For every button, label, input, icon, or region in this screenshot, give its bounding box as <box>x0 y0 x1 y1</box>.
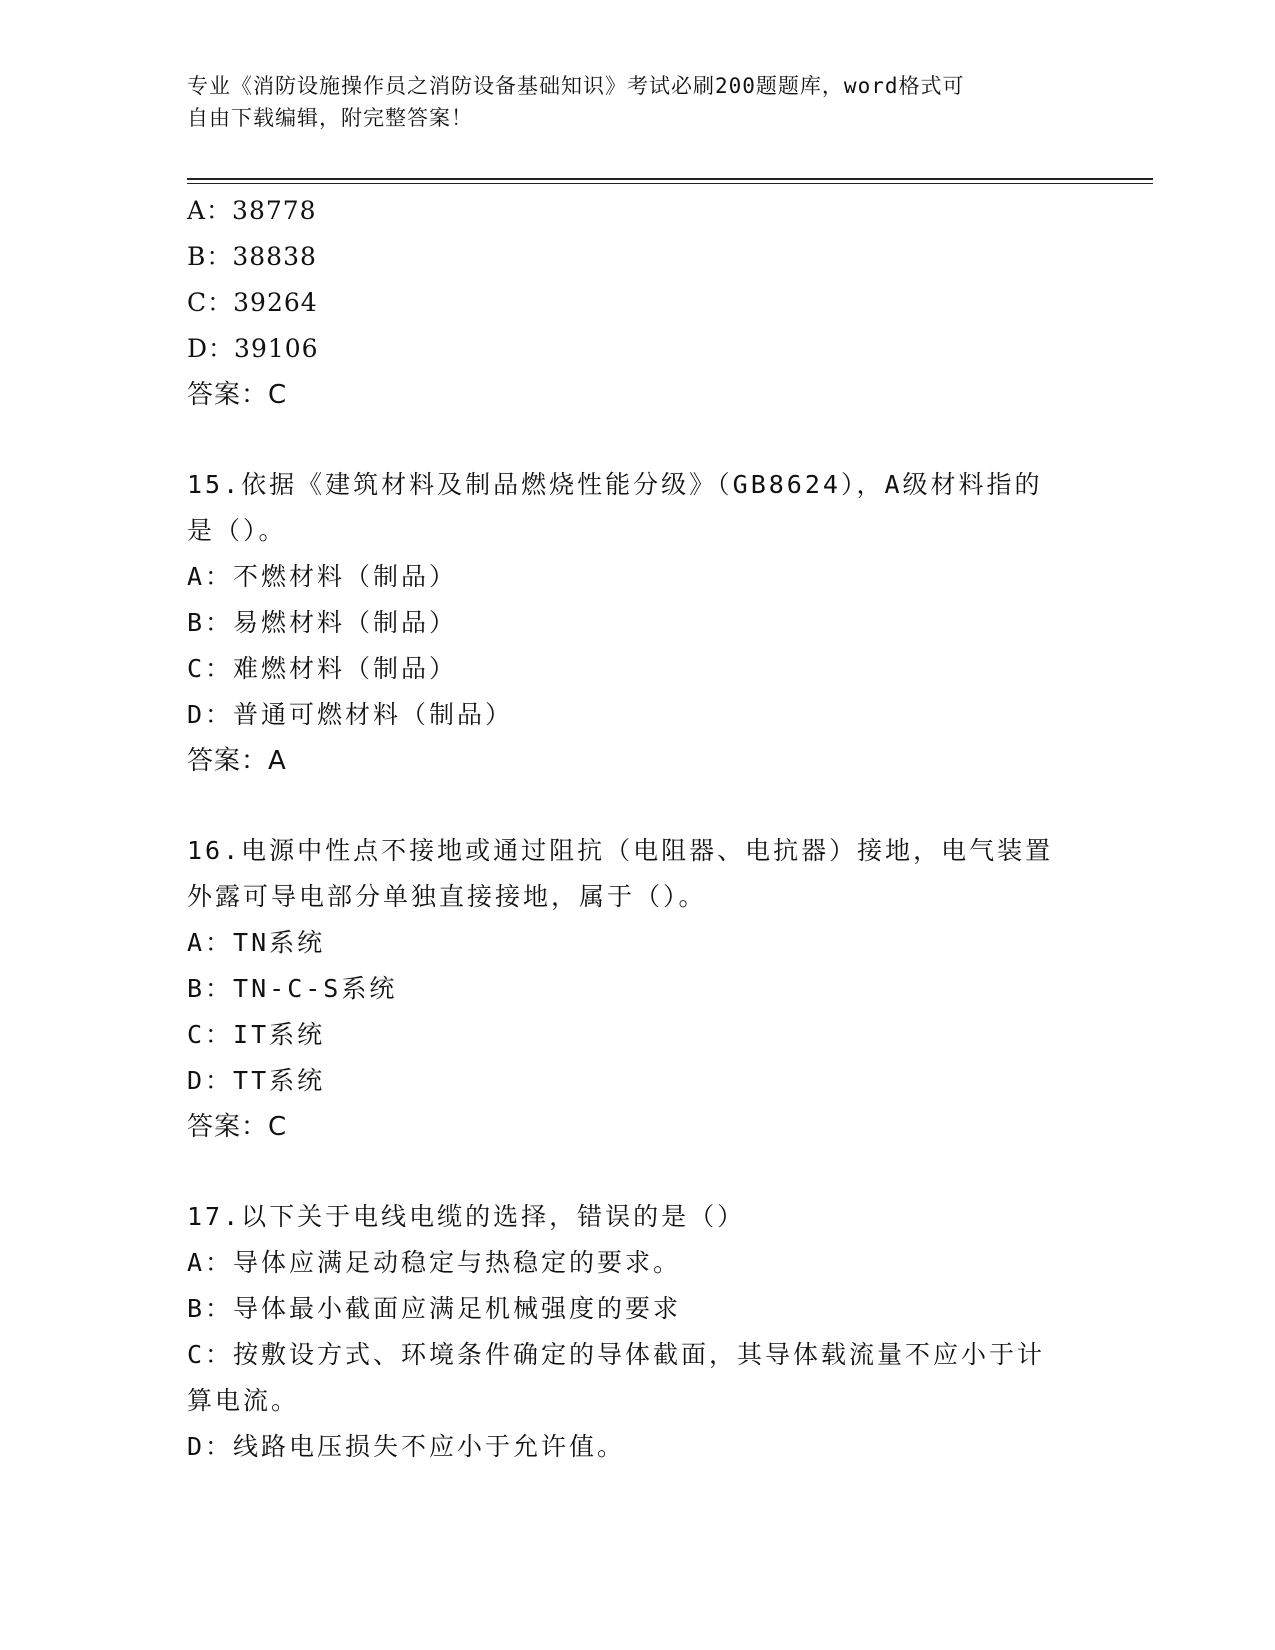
header-divider-thick <box>187 178 1153 180</box>
q14-option-d: D：39106 <box>187 334 319 363</box>
q17-option-b: B：导体最小截面应满足机械强度的要求 <box>187 1294 682 1323</box>
q15-option-b: B：易燃材料（制品） <box>187 608 458 637</box>
q15-option-d: D：普通可燃材料（制品） <box>187 700 514 729</box>
q16-stem-line-1: 16.电源中性点不接地或通过阻抗（电阻器、电抗器）接地，电气装置 <box>187 836 1054 865</box>
q15-option-a: A：不燃材料（制品） <box>187 562 458 591</box>
question-content <box>187 188 1087 1470</box>
q17-option-c-line-1: C：按敷设方式、环境条件确定的导体截面，其导体载流量不应小于计 <box>187 1340 1046 1369</box>
q17-option-a: A：导体应满足动稳定与热稳定的要求。 <box>187 1248 682 1277</box>
q16-stem-line-2: 外露可导电部分单独直接接地，属于（）。 <box>187 882 707 911</box>
q15-option-c: C：难燃材料（制品） <box>187 654 458 683</box>
question-16 <box>187 828 1087 1150</box>
q14-option-c: C：39264 <box>187 288 318 317</box>
q15-stem-line-1: 15.依据《建筑材料及制品燃烧性能分级》（GB8624），A级材料指的 <box>187 470 1043 499</box>
q14-answer: 答案：C <box>187 380 288 410</box>
header-line-1: 专业《消防设施操作员之消防设备基础知识》考试必刷200题题库，word格式可 <box>187 74 965 98</box>
question-14 <box>187 188 1087 418</box>
spacer <box>187 784 1087 828</box>
q16-option-b: B：TN-C-S系统 <box>187 974 398 1003</box>
q15-stem-line-2: 是（）。 <box>187 516 287 545</box>
q16-option-a: A：TN系统 <box>187 928 326 957</box>
q17-option-c-line-2: 算电流。 <box>187 1386 300 1415</box>
q15-answer: 答案：A <box>187 746 287 776</box>
q16-option-d: D：TT系统 <box>187 1066 326 1095</box>
q14-option-a: A：38778 <box>187 196 317 225</box>
document-header <box>187 70 1067 134</box>
spacer <box>187 418 1087 462</box>
header-line-2: 自由下载编辑，附完整答案！ <box>187 106 473 130</box>
q17-stem-line-1: 17.以下关于电线电缆的选择，错误的是（） <box>187 1202 746 1231</box>
q16-option-c: C：IT系统 <box>187 1020 326 1049</box>
q14-option-b: B：38838 <box>187 242 317 271</box>
header-divider-thin <box>187 183 1153 184</box>
question-17 <box>187 1194 1087 1470</box>
q17-option-d: D：线路电压损失不应小于允许值。 <box>187 1432 626 1461</box>
spacer <box>187 1150 1087 1194</box>
q16-answer: 答案：C <box>187 1112 288 1142</box>
question-15 <box>187 462 1087 784</box>
